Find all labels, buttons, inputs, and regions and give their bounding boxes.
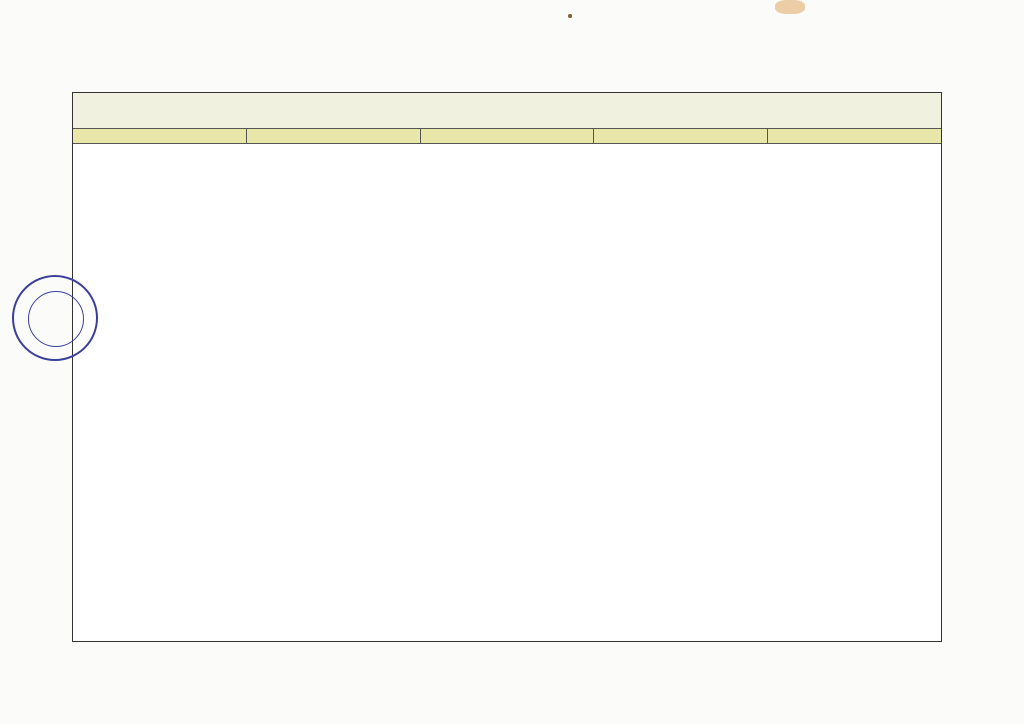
seal-inner-ring [28, 291, 84, 347]
day-monday [73, 129, 247, 143]
title-band [73, 93, 941, 129]
paper-stain [775, 0, 805, 14]
day-friday [768, 129, 941, 143]
day-wednesday [421, 129, 595, 143]
weekday-header [73, 129, 941, 144]
calendar-grid [73, 143, 941, 641]
schedule-sheet [72, 92, 942, 642]
official-seal [12, 275, 98, 361]
day-thursday [594, 129, 768, 143]
paper-speck [568, 14, 572, 18]
day-tuesday [247, 129, 421, 143]
